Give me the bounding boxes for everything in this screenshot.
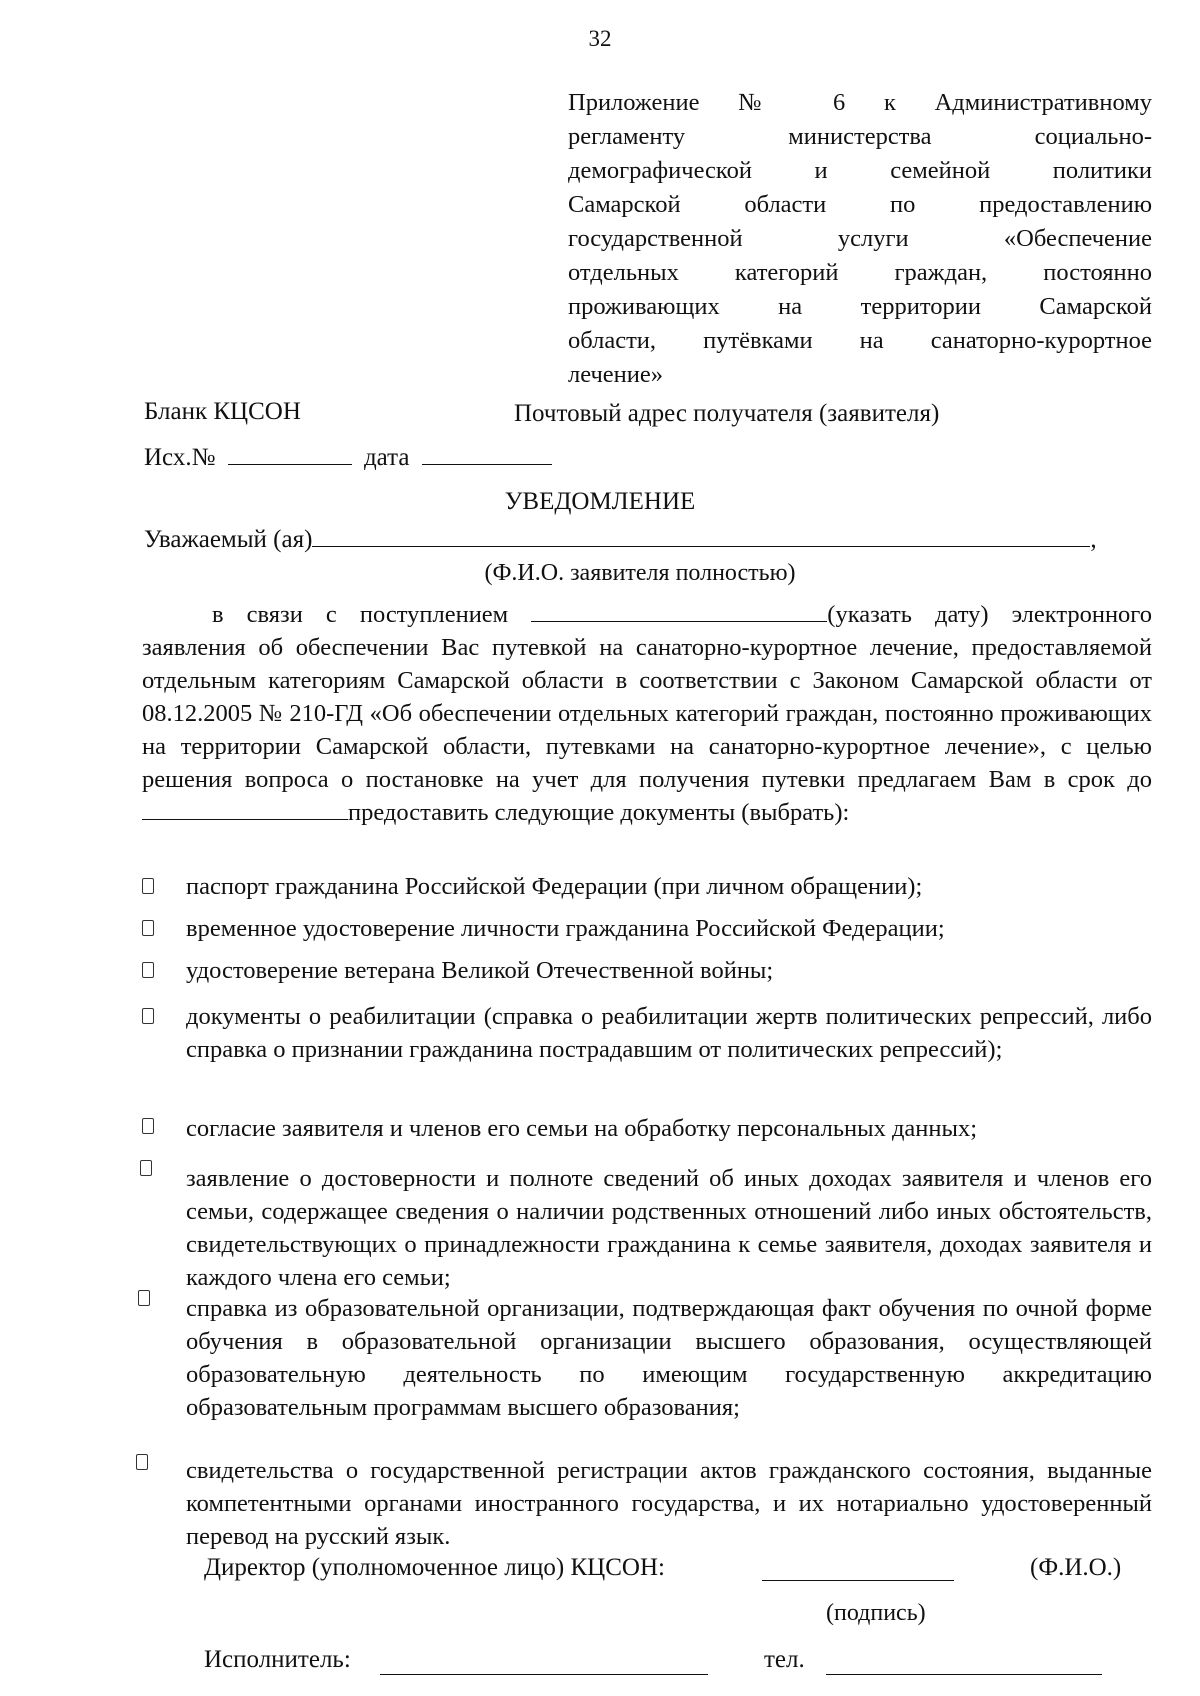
notification-body [142, 598, 1152, 829]
deadline-date-field[interactable] [142, 797, 348, 820]
signature-caption: (подпись) [826, 1600, 926, 1626]
appendix-line: лечение» [568, 361, 664, 388]
document-title: УВЕДОМЛЕНИЕ [504, 488, 696, 515]
document-item: согласие заявителя и членов его семьи на обработку персональных данных; [186, 1115, 978, 1142]
body-text-part: (указать дату) электронного заявления об обеспечении Вас путевкой на санаторно-курортное лечение, предоставляемой отдельным категориям Самарской области в соответствии с Законом Самарской области от 08.12.2005 № 210-ГД «Об обеспечении отдельных категорий граждан, постоянно проживающих на территории Самарской области, путевками на санаторно-курортное лечение», с целью решения вопроса о постановке на учет для получения путевки предлагаем Вам в срок до [142, 601, 1152, 793]
appendix-line: проживающих на территории Самарской [568, 293, 1152, 320]
appendix-line: Приложение № 6 к Административному [568, 89, 1152, 116]
greeting-comma: , [1090, 526, 1097, 553]
receipt-date-field[interactable] [531, 599, 827, 622]
outgoing-number-field[interactable] [228, 442, 352, 465]
executor-label: Исполнитель: [204, 1646, 351, 1673]
date-field[interactable] [422, 442, 552, 465]
signature-field[interactable] [762, 1562, 954, 1581]
document-item: паспорт гражданина Российской Федерации (при личном обращении); [186, 873, 923, 900]
body-text-part: предоставить следующие документы (выбрать): [348, 799, 850, 826]
checkbox-icon[interactable] [142, 1008, 154, 1024]
document-item: документы о реабилитации (справка о реабилитации жертв политических репрессий, либо справка о признании гражданина пострадавшим от политических репрессий); [186, 1003, 1152, 1063]
document-item: удостоверение ветерана Великой Отечественной войны; [186, 957, 774, 984]
fio-caption: (Ф.И.О. заявителя полностью) [484, 560, 796, 586]
director-fio-label: (Ф.И.О.) [1030, 1554, 1122, 1581]
checkbox-icon[interactable] [140, 1160, 152, 1176]
date-label: дата [363, 444, 410, 471]
appendix-note [568, 86, 1152, 392]
document-item: справка из образовательной организации, подтверждающая факт обучения по очной форме обучения в образовательной организации высшего образования, осуществляющей образовательную деятельность по имеющим государственную аккредитацию образовательным программам высшего образования; [186, 1295, 1152, 1421]
director-label: Директор (уполномоченное лицо) КЦСОН: [204, 1554, 665, 1581]
phone-label: тел. [764, 1646, 805, 1673]
appendix-line: области, путёвками на санаторно-курортное [568, 327, 1152, 354]
document-item: свидетельства о государственной регистрации актов гражданского состояния, выданные компетентными органами иностранного государства, и их нотариально удостоверенный перевод на русский язык. [186, 1457, 1152, 1550]
blank-kcson-label: Бланк КЦСОН [144, 398, 301, 425]
checkbox-icon[interactable] [142, 920, 154, 936]
outgoing-number-row [144, 442, 552, 472]
body-text-part: в связи с поступлением [212, 601, 509, 628]
document-item: заявление о достоверности и полноте сведений об иных доходах заявителя и членов его семьи, содержащее сведения о наличии родственных отношений либо иных обстоятельств, свидетельствующих о принадлежности гражданина к семье заявителя, доходах заявителя и каждого члена его семьи; [186, 1165, 1152, 1291]
checkbox-icon[interactable] [142, 1118, 154, 1134]
document-item: временное удостоверение личности гражданина Российской Федерации; [186, 915, 945, 942]
checkbox-icon[interactable] [142, 878, 154, 894]
appendix-line: государственной услуги «Обеспечение [568, 225, 1152, 252]
outgoing-number-label: Исх.№ [144, 444, 216, 471]
phone-field[interactable] [826, 1656, 1102, 1675]
postal-address-label: Почтовый адрес получателя (заявителя) [514, 400, 940, 427]
appendix-line: демографической и семейной политики [568, 157, 1152, 184]
checkbox-icon[interactable] [142, 962, 154, 978]
checkbox-icon[interactable] [138, 1290, 150, 1306]
appendix-line: Самарской области по предоставлению [568, 191, 1152, 218]
appendix-line: регламенту министерства социально- [568, 123, 1152, 150]
executor-field[interactable] [380, 1656, 708, 1675]
greeting-label: Уважаемый (ая) [144, 526, 313, 553]
applicant-name-field[interactable] [312, 524, 1090, 547]
checkbox-icon[interactable] [136, 1454, 148, 1470]
page-number: 32 [588, 26, 612, 51]
greeting-row [144, 524, 1144, 554]
appendix-line: отдельных категорий граждан, постоянно [568, 259, 1152, 286]
